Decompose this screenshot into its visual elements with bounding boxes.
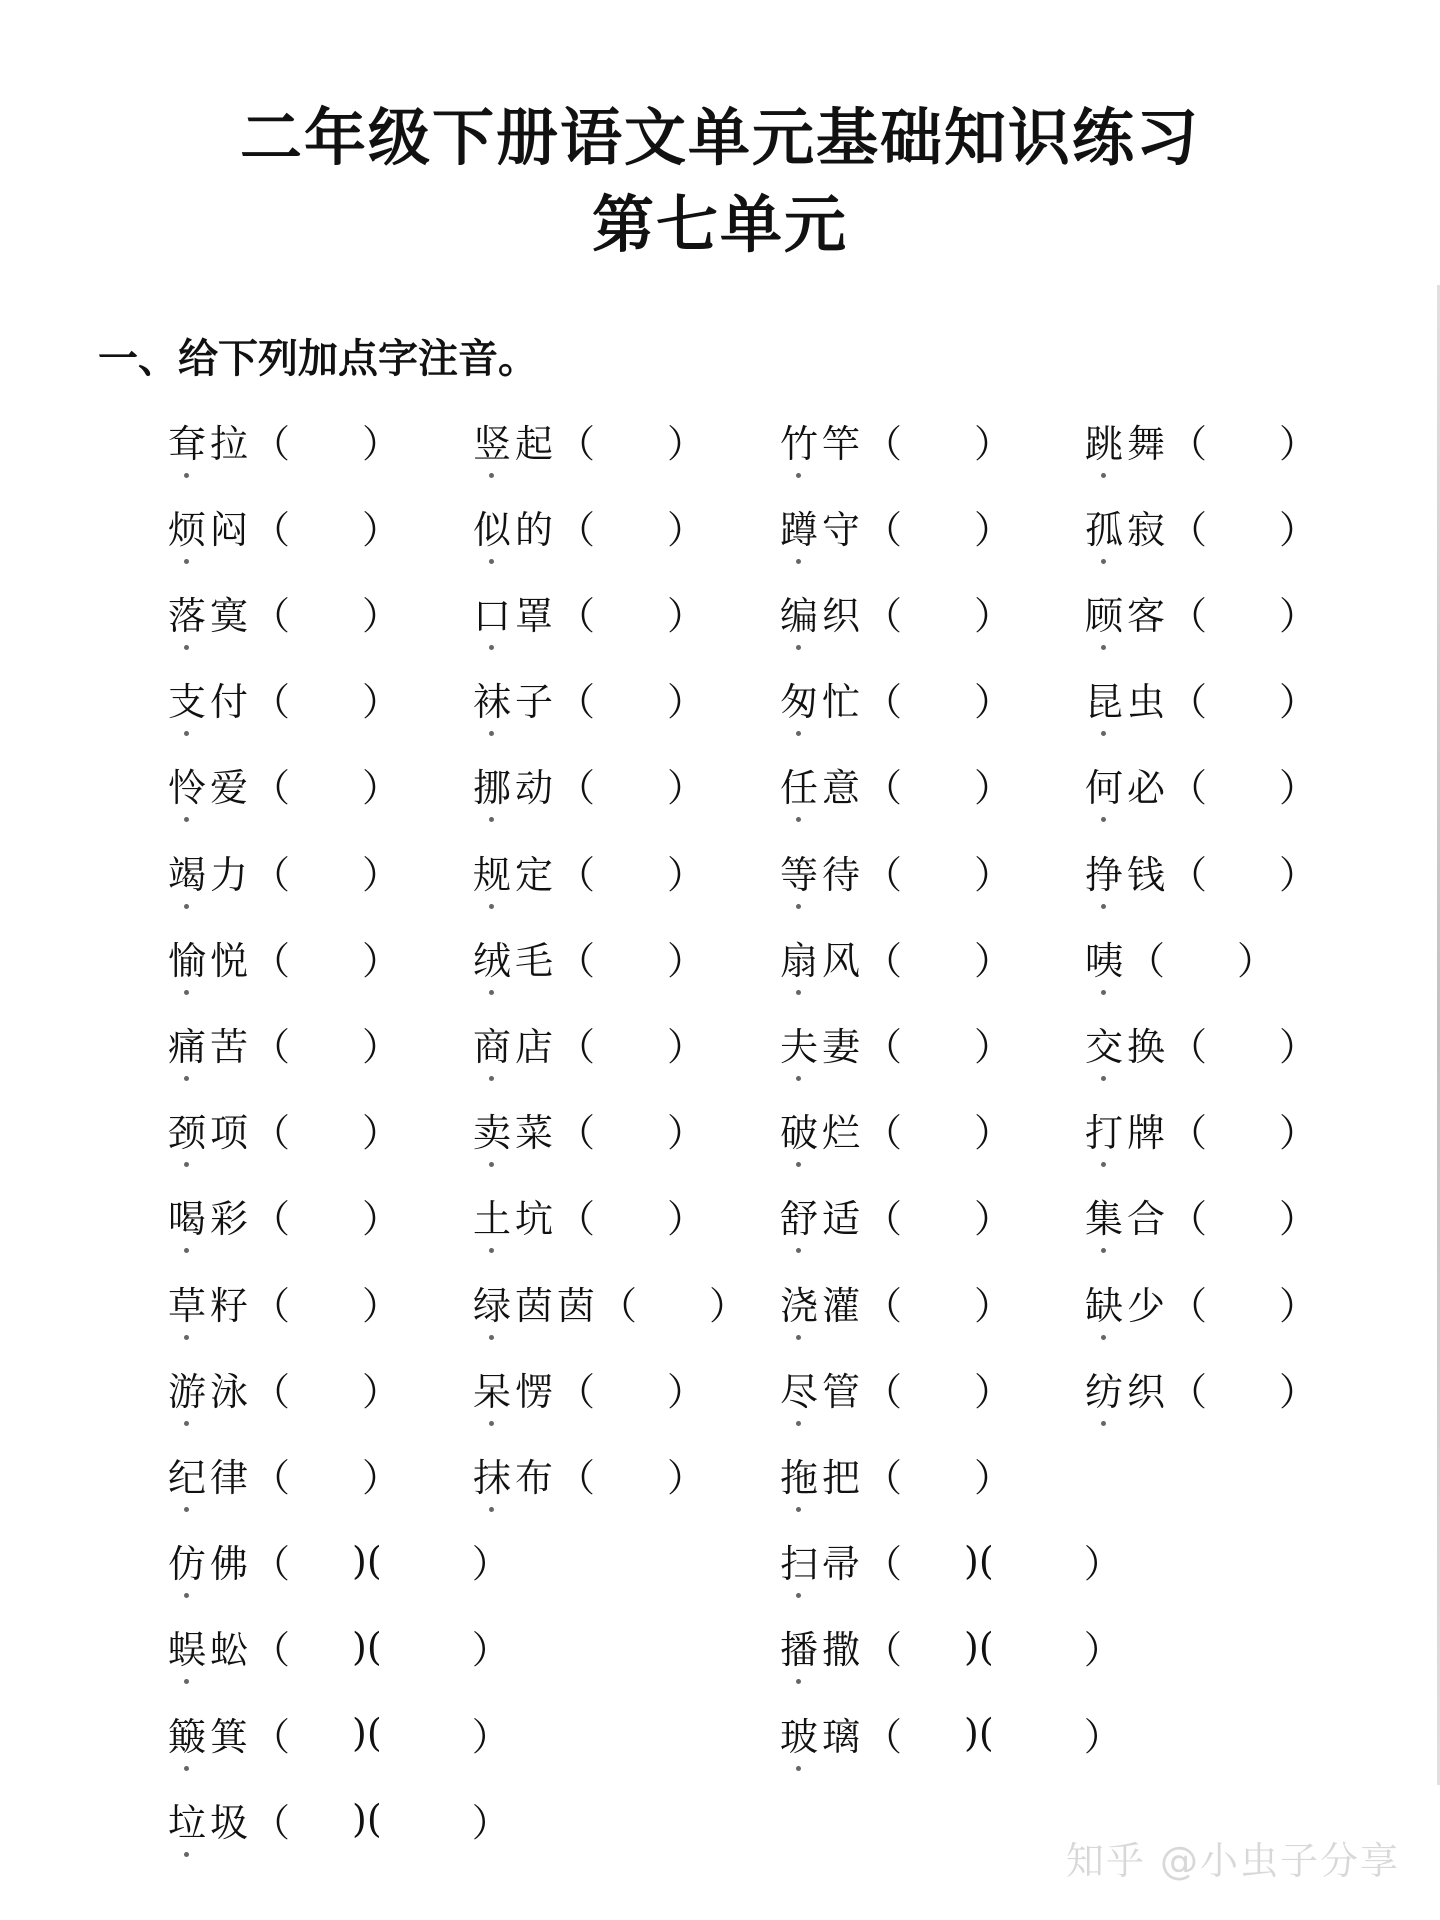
exercise-item — [168, 1703, 510, 1763]
close-paren: ） — [362, 1283, 401, 1328]
exercise-item — [780, 1186, 1012, 1246]
open-paren: （ — [252, 1197, 291, 1242]
exercise-item — [473, 1100, 705, 1160]
open-paren: （ — [252, 1542, 291, 1587]
exercise-item — [473, 669, 705, 729]
close-paren: ） — [667, 680, 706, 725]
open-paren: （ — [557, 852, 596, 897]
page-subtitle: 第七单元 — [591, 188, 848, 261]
open-paren: （ — [252, 1111, 291, 1156]
open-paren: （ — [1169, 1111, 1208, 1156]
open-paren: （ — [864, 1111, 903, 1156]
open-paren: （ — [1169, 593, 1208, 638]
open-paren: （ — [864, 1197, 903, 1242]
close-paren: ） — [1279, 421, 1318, 466]
open-paren: （ — [252, 1628, 291, 1673]
close-paren: ） — [471, 1628, 510, 1673]
exercise-word: 喝彩 — [168, 1188, 252, 1243]
exercise-item — [473, 1013, 705, 1073]
open-paren: （ — [252, 1455, 291, 1500]
close-paren: ） — [974, 507, 1013, 552]
close-paren: ） — [362, 1369, 401, 1414]
exercise-item — [168, 1789, 510, 1849]
exercise-item — [168, 1358, 400, 1418]
exercise-word: 集合 — [1085, 1188, 1169, 1243]
exercise-word: 愉悦 — [168, 930, 252, 985]
exercise-word: 玻璃 — [780, 1706, 864, 1761]
exercise-word: 交换 — [1085, 1016, 1169, 1071]
exercise-item — [168, 1272, 400, 1332]
exercise-item — [168, 1100, 400, 1160]
close-paren: ） — [667, 593, 706, 638]
exercise-item — [473, 841, 705, 901]
exercise-word: 匆忙 — [780, 671, 864, 726]
exercise-word: 浇灌 — [780, 1275, 864, 1330]
close-paren: ） — [974, 938, 1013, 983]
open-paren: （ — [252, 766, 291, 811]
exercise-item — [1085, 755, 1317, 815]
exercise-item — [1085, 582, 1317, 642]
exercise-word: 跳舞 — [1085, 413, 1169, 468]
exercise-word: 拖把 — [780, 1447, 864, 1502]
exercise-word: 耷拉 — [168, 413, 252, 468]
open-paren: （ — [864, 1714, 903, 1759]
open-paren: （ — [864, 507, 903, 552]
exercise-word: 竖起 — [473, 413, 557, 468]
exercise-word: 播撒 — [780, 1619, 864, 1674]
close-paren: ） — [974, 1197, 1013, 1242]
exercise-word: 破烂 — [780, 1102, 864, 1157]
exercise-item — [780, 841, 1012, 901]
close-paren: ） — [362, 766, 401, 811]
close-paren: ） — [974, 1283, 1013, 1328]
double-paren-separator: )( — [352, 1624, 382, 1669]
close-paren: ） — [362, 421, 401, 466]
open-paren: （ — [252, 1800, 291, 1845]
close-paren: ） — [1279, 766, 1318, 811]
exercise-word: 舒适 — [780, 1188, 864, 1243]
close-paren: ） — [1083, 1714, 1122, 1759]
exercise-word: 支付 — [168, 671, 252, 726]
exercise-item — [168, 1013, 400, 1073]
open-paren: （ — [252, 507, 291, 552]
exercise-word: 咦 — [1085, 930, 1127, 985]
open-paren: （ — [864, 421, 903, 466]
open-paren: （ — [864, 938, 903, 983]
close-paren: ） — [667, 766, 706, 811]
exercise-item — [168, 841, 400, 901]
section-heading: 一、给下列加点字注音。 — [98, 336, 538, 382]
close-paren: ） — [362, 938, 401, 983]
exercise-item — [1085, 1013, 1317, 1073]
open-paren: （ — [1169, 1369, 1208, 1414]
exercise-item — [1085, 1186, 1317, 1246]
open-paren: （ — [864, 1542, 903, 1587]
exercise-word: 等待 — [780, 844, 864, 899]
close-paren: ） — [1279, 680, 1318, 725]
open-paren: （ — [1169, 421, 1208, 466]
exercise-item — [473, 1186, 705, 1246]
close-paren: ） — [1279, 1024, 1318, 1069]
close-paren: ） — [667, 1455, 706, 1500]
exercise-item — [473, 496, 705, 556]
exercise-item — [168, 496, 400, 556]
close-paren: ） — [1083, 1628, 1122, 1673]
close-paren: ） — [667, 1197, 706, 1242]
exercise-word: 草籽 — [168, 1275, 252, 1330]
open-paren: （ — [557, 1111, 596, 1156]
close-paren: ） — [667, 507, 706, 552]
double-paren-separator: )( — [964, 1624, 994, 1669]
close-paren: ） — [1279, 593, 1318, 638]
double-paren-separator: )( — [352, 1538, 382, 1583]
close-paren: ） — [667, 852, 706, 897]
exercise-word: 蜈蚣 — [168, 1619, 252, 1674]
exercise-item — [168, 1186, 400, 1246]
open-paren: （ — [557, 1369, 596, 1414]
exercise-word: 昆虫 — [1085, 671, 1169, 726]
exercise-item — [780, 1100, 1012, 1160]
exercise-word: 竹竿 — [780, 413, 864, 468]
close-paren: ） — [974, 1455, 1013, 1500]
exercise-item — [168, 755, 400, 815]
exercise-item — [1085, 669, 1317, 729]
open-paren: （ — [557, 1455, 596, 1500]
exercise-word: 孤寂 — [1085, 499, 1169, 554]
open-paren: （ — [557, 421, 596, 466]
close-paren: ） — [667, 1024, 706, 1069]
close-paren: ） — [1279, 1197, 1318, 1242]
exercise-item — [473, 1358, 705, 1418]
exercise-item — [780, 410, 1012, 470]
open-paren: （ — [1169, 766, 1208, 811]
open-paren: （ — [557, 593, 596, 638]
exercise-item — [168, 410, 400, 470]
open-paren: （ — [557, 766, 596, 811]
exercise-item — [780, 1358, 1012, 1418]
close-paren: ） — [362, 1024, 401, 1069]
open-paren: （ — [864, 1369, 903, 1414]
open-paren: （ — [252, 421, 291, 466]
exercise-word: 抹布 — [473, 1447, 557, 1502]
open-paren: （ — [252, 593, 291, 638]
open-paren: （ — [252, 938, 291, 983]
close-paren: ） — [362, 852, 401, 897]
exercise-word: 绒毛 — [473, 930, 557, 985]
exercise-item — [780, 1703, 1122, 1763]
exercise-word: 打牌 — [1085, 1102, 1169, 1157]
close-paren: ） — [362, 1197, 401, 1242]
open-paren: （ — [557, 507, 596, 552]
open-paren: （ — [864, 852, 903, 897]
exercise-word: 烦闷 — [168, 499, 252, 554]
exercise-word: 规定 — [473, 844, 557, 899]
exercise-item — [168, 1617, 510, 1677]
double-paren-separator: )( — [352, 1797, 382, 1842]
exercise-word: 呆愣 — [473, 1361, 557, 1416]
exercise-item — [1085, 1100, 1317, 1160]
double-paren-separator: )( — [964, 1538, 994, 1583]
exercise-item — [1085, 496, 1317, 556]
open-paren: （ — [557, 680, 596, 725]
exercise-word: 卖菜 — [473, 1102, 557, 1157]
close-paren: ） — [667, 421, 706, 466]
open-paren: （ — [252, 680, 291, 725]
exercise-item — [473, 755, 705, 815]
exercise-item — [780, 582, 1012, 642]
exercise-item — [780, 927, 1012, 987]
open-paren: （ — [1169, 507, 1208, 552]
open-paren: （ — [1169, 1197, 1208, 1242]
close-paren: ） — [1279, 1369, 1318, 1414]
close-paren: ） — [709, 1283, 748, 1328]
close-paren: ） — [1279, 1283, 1318, 1328]
close-paren: ） — [362, 1455, 401, 1500]
exercise-item — [780, 1444, 1012, 1504]
exercise-word: 任意 — [780, 757, 864, 812]
open-paren: （ — [1127, 938, 1166, 983]
close-paren: ） — [667, 1111, 706, 1156]
close-paren: ） — [974, 852, 1013, 897]
close-paren: ） — [471, 1542, 510, 1587]
exercise-word: 垃圾 — [168, 1792, 252, 1847]
exercise-item — [1085, 1272, 1317, 1332]
close-paren: ） — [362, 593, 401, 638]
close-paren: ） — [974, 593, 1013, 638]
exercise-word: 怜爱 — [168, 757, 252, 812]
double-paren-separator: )( — [964, 1711, 994, 1755]
open-paren: （ — [864, 593, 903, 638]
exercise-word: 何必 — [1085, 757, 1169, 812]
open-paren: （ — [1169, 852, 1208, 897]
exercise-item — [780, 1013, 1012, 1073]
exercise-word: 挪动 — [473, 757, 557, 812]
close-paren: ） — [362, 1111, 401, 1156]
exercise-item — [1085, 1358, 1317, 1418]
exercise-item — [780, 1617, 1122, 1677]
exercise-item — [1085, 410, 1317, 470]
exercise-word: 挣钱 — [1085, 844, 1169, 899]
close-paren: ） — [974, 766, 1013, 811]
exercise-item — [168, 1531, 510, 1591]
exercise-item — [473, 410, 705, 470]
close-paren: ） — [1237, 938, 1276, 983]
exercise-word: 尽管 — [780, 1361, 864, 1416]
open-paren: （ — [599, 1283, 638, 1328]
close-paren: ） — [362, 507, 401, 552]
open-paren: （ — [864, 1628, 903, 1673]
exercise-word: 扇风 — [780, 930, 864, 985]
open-paren: （ — [864, 1024, 903, 1069]
open-paren: （ — [1169, 1024, 1208, 1069]
exercise-item — [473, 1444, 705, 1504]
close-paren: ） — [667, 938, 706, 983]
double-paren-separator: )( — [352, 1711, 382, 1755]
exercise-word: 纪律 — [168, 1447, 252, 1502]
open-paren: （ — [252, 1369, 291, 1414]
exercise-word: 编织 — [780, 585, 864, 640]
open-paren: （ — [1169, 680, 1208, 725]
close-paren: ） — [471, 1714, 510, 1759]
open-paren: （ — [252, 1714, 291, 1759]
close-paren: ） — [1279, 1111, 1318, 1156]
exercise-item — [780, 669, 1012, 729]
open-paren: （ — [864, 1283, 903, 1328]
exercise-word: 夫妻 — [780, 1016, 864, 1071]
open-paren: （ — [864, 766, 903, 811]
close-paren: ） — [974, 1111, 1013, 1156]
exercise-item — [1085, 841, 1317, 901]
exercise-word: 绿茵茵 — [473, 1275, 599, 1330]
close-paren: ） — [974, 680, 1013, 725]
close-paren: ） — [667, 1369, 706, 1414]
exercise-item — [473, 927, 705, 987]
page-title: 二年级下册语文单元基础知识练习 — [239, 101, 1200, 174]
exercise-item — [473, 582, 705, 642]
exercise-word: 落寞 — [168, 585, 252, 640]
exercise-item — [780, 496, 1012, 556]
exercise-item — [168, 669, 400, 729]
exercise-word: 游泳 — [168, 1361, 252, 1416]
exercise-word: 缺少 — [1085, 1275, 1169, 1330]
watermark: 知乎 @小虫子分享 — [1065, 1839, 1400, 1883]
exercise-word: 商店 — [473, 1016, 557, 1071]
open-paren: （ — [557, 1197, 596, 1242]
open-paren: （ — [557, 938, 596, 983]
exercise-item — [780, 1531, 1122, 1591]
exercise-item — [168, 582, 400, 642]
exercise-word: 扫帚 — [780, 1533, 864, 1588]
close-paren: ） — [1083, 1542, 1122, 1587]
close-paren: ） — [974, 1024, 1013, 1069]
exercise-item — [473, 1272, 747, 1332]
open-paren: （ — [252, 1283, 291, 1328]
exercise-word: 土坑 — [473, 1188, 557, 1243]
exercise-word: 纺织 — [1085, 1361, 1169, 1416]
exercise-word: 竭力 — [168, 844, 252, 899]
close-paren: ） — [1279, 507, 1318, 552]
open-paren: （ — [252, 1024, 291, 1069]
close-paren: ） — [974, 1369, 1013, 1414]
exercise-word: 颈项 — [168, 1102, 252, 1157]
open-paren: （ — [1169, 1283, 1208, 1328]
open-paren: （ — [864, 680, 903, 725]
exercise-word: 顾客 — [1085, 585, 1169, 640]
open-paren: （ — [864, 1455, 903, 1500]
exercise-word: 似的 — [473, 499, 557, 554]
exercise-word: 簸箕 — [168, 1706, 252, 1761]
exercise-item — [780, 1272, 1012, 1332]
close-paren: ） — [974, 421, 1013, 466]
open-paren: （ — [252, 852, 291, 897]
exercise-word: 蹲守 — [780, 499, 864, 554]
close-paren: ） — [362, 680, 401, 725]
exercise-item — [168, 927, 400, 987]
exercise-word: 仿佛 — [168, 1533, 252, 1588]
close-paren: ） — [1279, 852, 1318, 897]
exercise-word: 袜子 — [473, 671, 557, 726]
close-paren: ） — [471, 1800, 510, 1845]
exercise-item — [1085, 927, 1275, 987]
exercise-word: 口罩 — [473, 585, 557, 640]
exercise-item — [780, 755, 1012, 815]
exercise-word: 痛苦 — [168, 1016, 252, 1071]
open-paren: （ — [557, 1024, 596, 1069]
exercise-item — [168, 1444, 400, 1504]
